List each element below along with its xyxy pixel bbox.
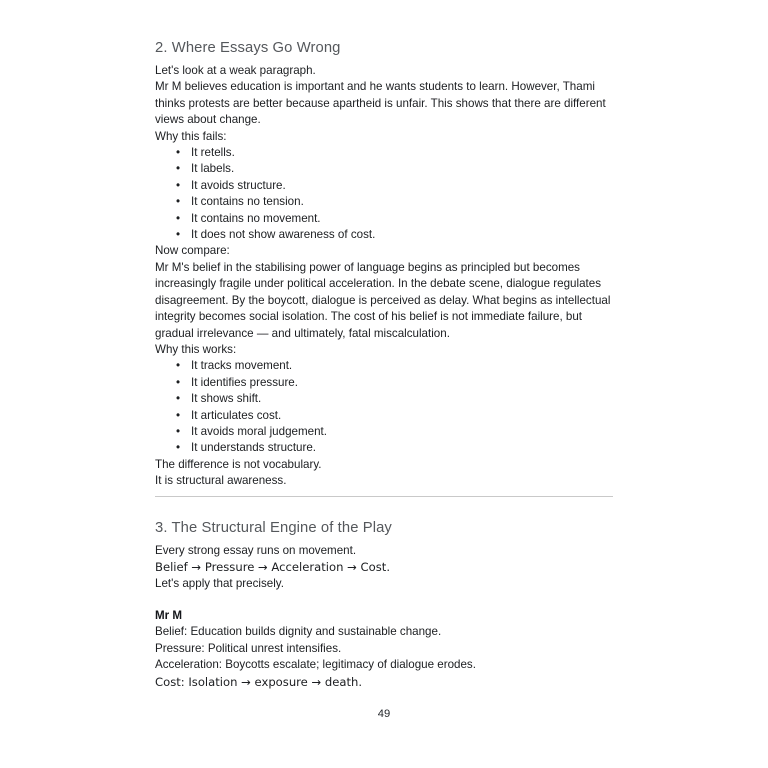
list-item [155,178,613,194]
list-item-label: It identifies pressure. [191,375,298,389]
list-item-label: It contains no movement. [191,211,321,225]
section-3-progression: Belief → Pressure → Acceleration → Cost. [155,560,391,575]
section-3-line-3: Let's apply that precisely. [155,576,284,590]
section-3-line-1: Every strong essay runs on movement. [155,544,357,557]
list-item-label: It retells. [191,146,235,160]
list-item-label: It avoids structure. [191,178,286,192]
bullet-icon: • [176,441,181,455]
list-item-label: It contains no tension. [191,195,304,209]
list-item [155,194,613,210]
list-item-label: It labels. [191,162,235,176]
why-this-works-list [155,358,613,456]
mr-m-block [155,608,613,690]
why-this-fails-list [155,145,613,243]
closing-line-2: It is structural awareness. [155,474,287,488]
bullet-icon: • [176,424,181,438]
list-item [155,358,613,374]
bullet-icon: • [176,392,181,406]
weak-paragraph: Mr M believes education is important and he wants students to learn. However, Thami thinks protests are better because apartheid is unfair. This shows that there are different views about change. [155,80,606,127]
strong-paragraph: Mr M's belief in the stabilising power of language begins as principled but becomes increasingly fragile under political acceleration. In the debate scene, dialogue regulates disagreement. By the boycott, dialogue is perceived as delay. What begins as intellectual integrity becomes social isolation. The cost of his belief is not immediate failure, but gradual irrelevance — and ultimately, fatal miscalculation. [155,260,611,340]
section-2-body [155,63,613,490]
list-item [155,408,613,424]
list-item [155,227,613,243]
bullet-icon: • [176,375,181,389]
mr-m-cost: Cost: Isolation → exposure → death. [155,674,363,689]
list-item [155,145,613,161]
bullet-icon: • [176,178,181,192]
bullet-icon: • [176,162,181,176]
document-page [155,0,613,768]
list-item-label: It articulates cost. [191,408,282,422]
list-item [155,211,613,227]
list-item-label: It shows shift. [191,392,262,406]
bullet-icon: • [176,359,181,373]
bullet-icon: • [176,228,181,242]
bullet-icon: • [176,146,181,160]
mr-m-subheading: Mr M [155,609,183,622]
list-item [155,391,613,407]
mr-m-belief: Belief: Education builds dignity and sustainable change. [155,625,442,639]
section-3-body [155,543,613,592]
why-this-works-label: Why this works: [155,342,237,356]
section-2-heading: 2. Where Essays Go Wrong [155,40,341,56]
now-compare-label: Now compare: [155,244,230,258]
list-item-label: It does not show awareness of cost. [191,228,376,242]
list-item-label: It understands structure. [191,441,317,455]
bullet-icon: • [176,195,181,209]
list-item [155,424,613,440]
list-item [155,440,613,456]
mr-m-acceleration: Acceleration: Boycotts escalate; legitimacy of dialogue erodes. [155,658,476,672]
section-2-intro: Let's look at a weak paragraph. [155,64,316,77]
why-this-fails-label: Why this fails: [155,129,227,143]
list-item-label: It avoids moral judgement. [191,424,327,438]
list-item [155,375,613,391]
list-item [155,161,613,177]
section-divider [155,496,613,497]
mr-m-pressure: Pressure: Political unrest intensifies. [155,641,342,655]
list-item-label: It tracks movement. [191,359,293,373]
bullet-icon: • [176,408,181,422]
page-number: 49 [377,708,391,720]
closing-line-1: The difference is not vocabulary. [155,457,322,471]
bullet-icon: • [176,211,181,225]
section-3-heading: 3. The Structural Engine of the Play [155,520,392,536]
